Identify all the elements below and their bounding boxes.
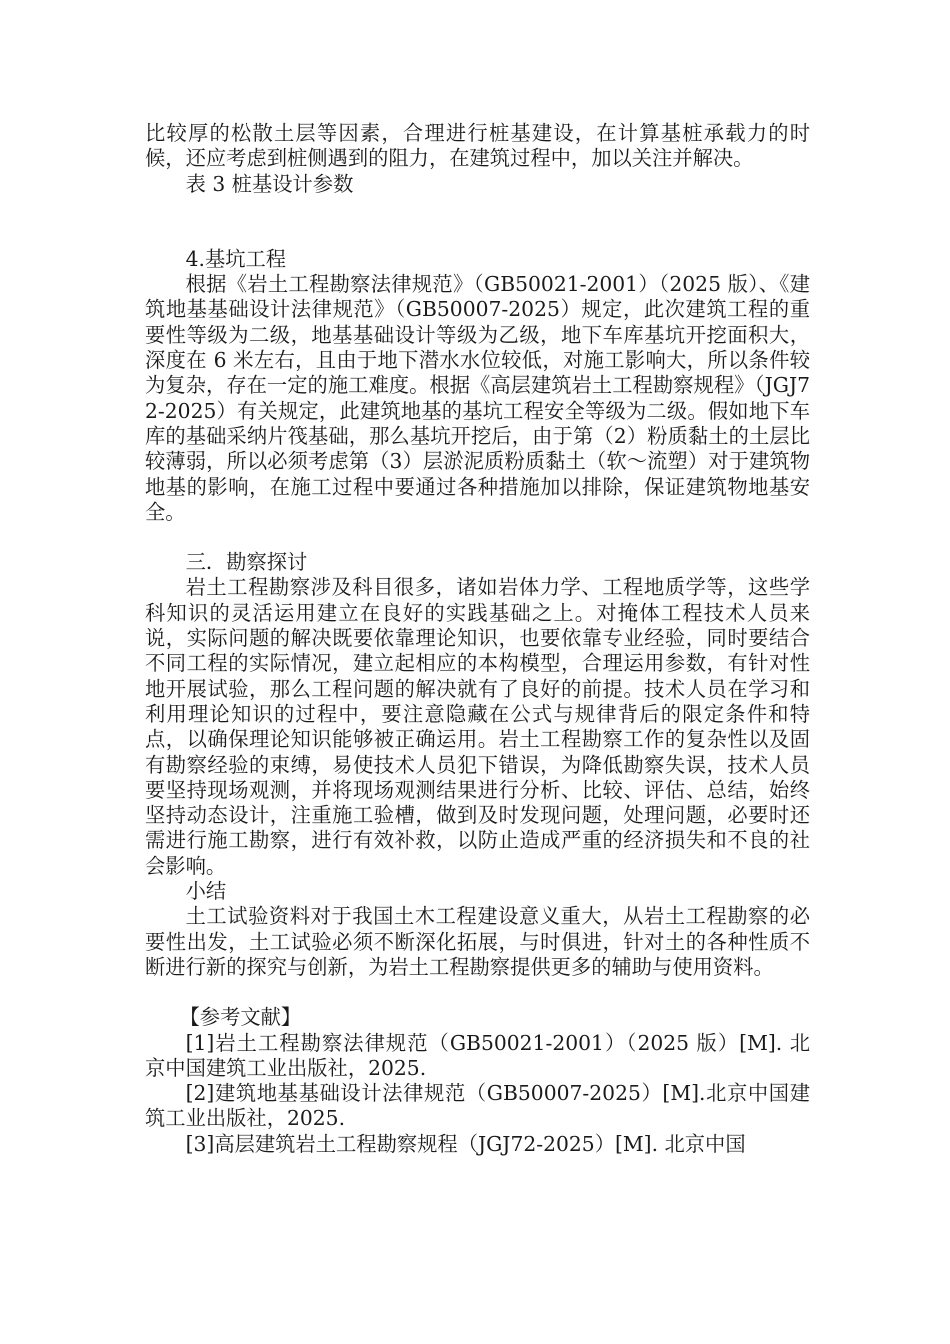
foundation-pit-paragraph: 根据《岩土工程勘察法律规范》（GB50021-2001）（2025 版）、《建筑地基基础设计法律规范》（GB50007-2025）规定，此次建筑工程的重要性等级为二级，地基基础设计等级为乙级，地下车库基坑开挖面积大，深度在 6 米左右，且由于地下潜水水位较低，对施工影响大，所以条件较为复杂，存在一定的施工难度。根据《高层建筑岩土工程勘察规程》（JGJ72-2025）有关规定，此建筑地基的基坑工程安全等级为二级。假如地下车库的基础采纳片筏基础，那么基坑开挖后，由于第（2）粉质黏土的土层比较薄弱，所以必须考虑第（3）层淤泥质粉质黏土（软～流塑）对于建筑物地基的影响，在施工过程中要通过各种措施加以排除，保证建筑物地基安全。	[145, 272, 810, 524]
reference-item: [2]建筑地基基础设计法律规范（GB50007-2025）[M].北京中国建筑工业出版社，2025.	[145, 1081, 810, 1131]
section-heading-summary: 小结	[185, 879, 227, 904]
reference-item: [1]岩土工程勘察法律规范（GB50021-2001）（2025 版）[M]. 北京中国建筑工业出版社，2025.	[145, 1030, 810, 1080]
references-title: 【参考文献】	[179, 1005, 302, 1030]
summary-paragraph: 土工试验资料对于我国土木工程建设意义重大，从岩土工程勘察的必要性出发，土工试验必须不断深化拓展，与时俱进，针对土的各种性质不断进行新的探究与创新，为岩土工程勘察提供更多的辅助与使用资料。	[145, 904, 810, 979]
blank-space	[145, 197, 810, 247]
blank-space	[145, 525, 810, 550]
table-caption: 表 3 桩基设计参数	[185, 171, 354, 196]
survey-paragraph: 岩土工程勘察涉及科目很多，诸如岩体力学、工程地质学等，这些学科知识的灵活运用建立在良好的实践基础之上。对掩体工程技术人员来说，实际问题的解决既要依靠理论知识，也要依靠专业经验，同时要结合不同工程的实际情况，建立起相应的本构模型，合理运用参数，有针对性地开展试验，那么工程问题的解决就有了良好的前提。技术人员在学习和利用理论知识的过程中，要注意隐藏在公式与规律背后的限定条件和特点，以确保理论知识能够被正确运用。岩土工程勘察工作的复杂性以及固有勘察经验的束缚，易使技术人员犯下错误，为降低勘察失误，技术人员要坚持现场观测，并将现场观测结果进行分析、比较、评估、总结，始终坚持动态设计，注重施工验槽，做到及时发现问题，处理问题，必要时还需进行施工勘察，进行有效补救，以防止造成严重的经济损失和不良的社会影响。	[145, 575, 810, 878]
intro-paragraph: 比较厚的松散土层等因素，合理进行桩基建设，在计算基桩承载力的时候，还应考虑到桩侧遇到的阻力，在建筑过程中，加以关注并解决。	[145, 121, 810, 171]
section-heading-foundation-pit: 4.基坑工程	[185, 246, 287, 271]
blank-space	[145, 980, 810, 1005]
reference-item: [3]高层建筑岩土工程勘察规程（JGJ72-2025）[M]. 北京中国	[185, 1131, 746, 1156]
section-heading-survey: 三．勘察探讨	[185, 550, 308, 575]
document-page	[145, 121, 810, 1157]
